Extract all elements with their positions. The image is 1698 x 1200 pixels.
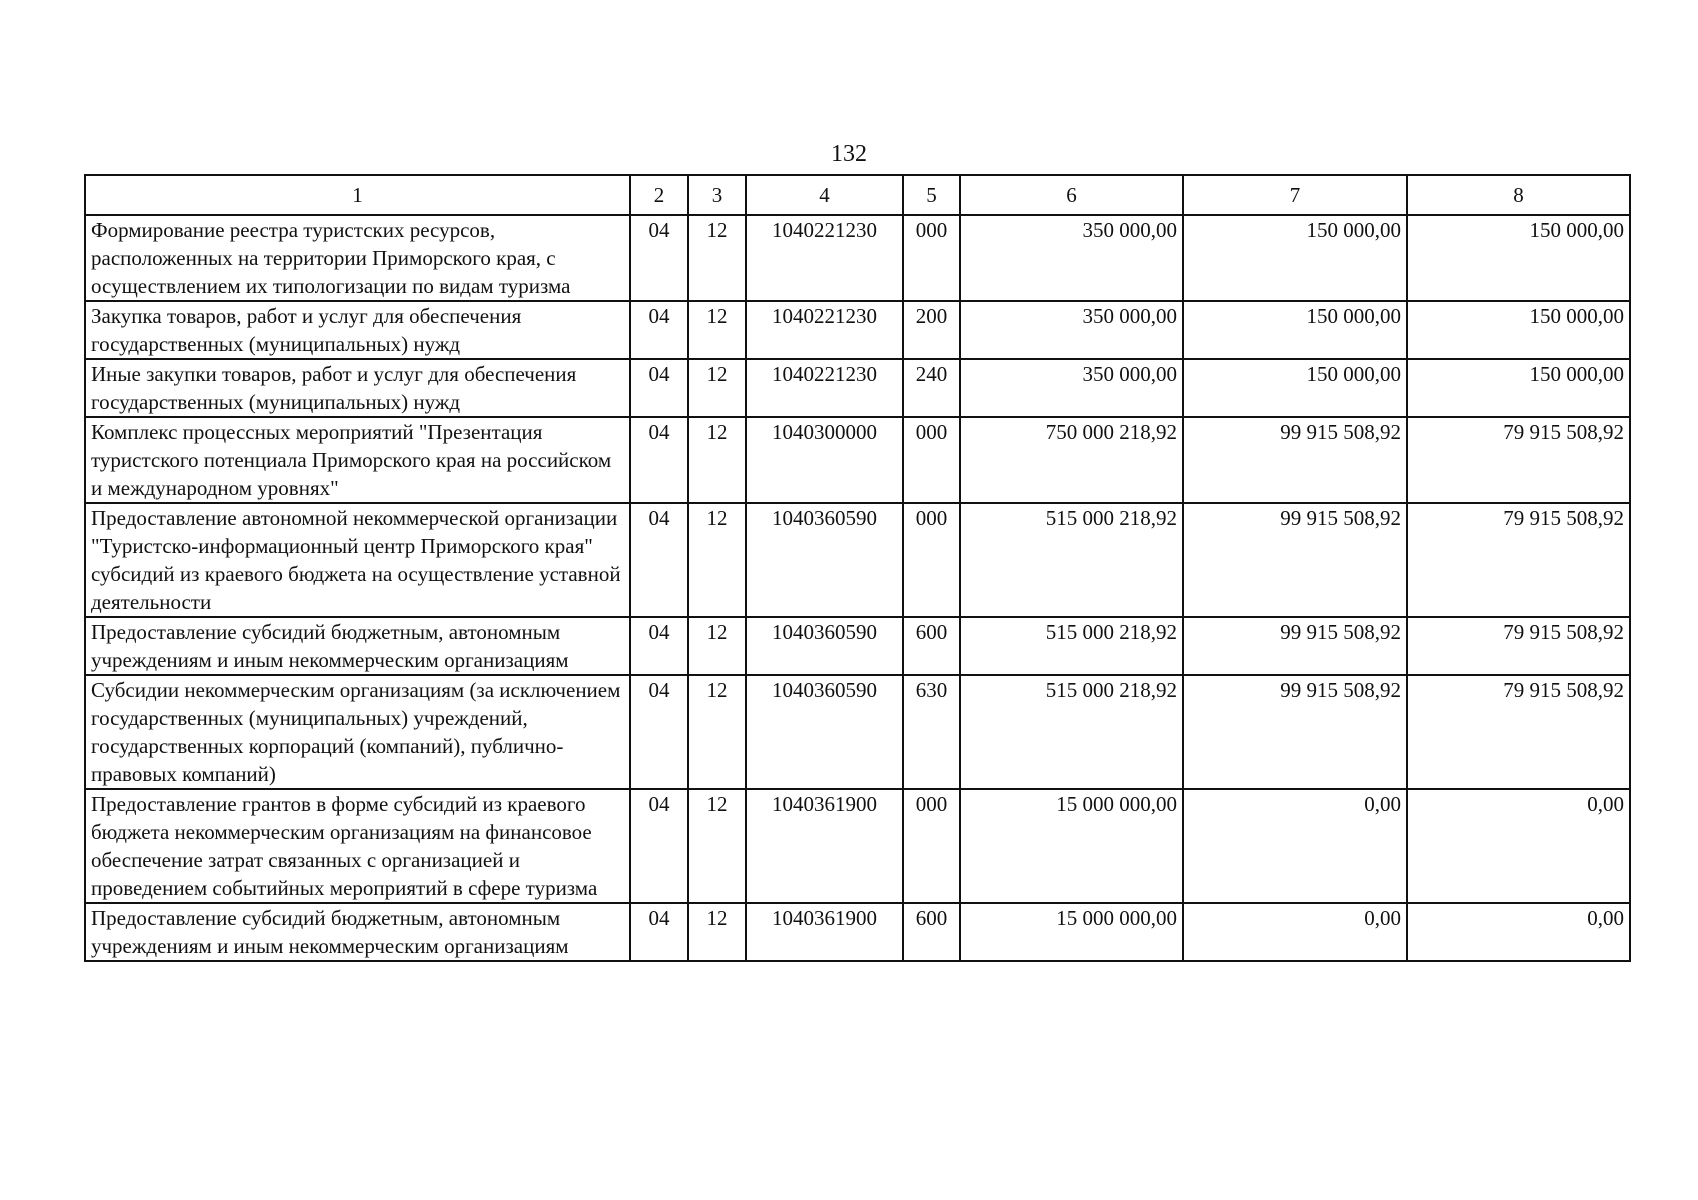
target-article-code: 1040361900 xyxy=(746,789,903,903)
amount-col-7: 99 915 508,92 xyxy=(1183,503,1407,617)
subsection-code: 12 xyxy=(688,675,746,789)
amount-col-8: 150 000,00 xyxy=(1407,301,1630,359)
subsection-code: 12 xyxy=(688,789,746,903)
section-code: 04 xyxy=(630,301,688,359)
column-header-1: 1 xyxy=(85,175,630,215)
amount-col-7: 0,00 xyxy=(1183,789,1407,903)
amount-col-7: 99 915 508,92 xyxy=(1183,417,1407,503)
expense-kind-code: 000 xyxy=(903,789,960,903)
table-row xyxy=(85,301,1630,359)
target-article-code: 1040360590 xyxy=(746,503,903,617)
column-header-3: 3 xyxy=(688,175,746,215)
subsection-code: 12 xyxy=(688,417,746,503)
table-row xyxy=(85,617,1630,675)
amount-col-8: 79 915 508,92 xyxy=(1407,417,1630,503)
amount-col-6: 515 000 218,92 xyxy=(960,617,1183,675)
row-name: Закупка товаров, работ и услуг для обеспечения государственных (муниципальных) нужд xyxy=(85,301,630,359)
amount-col-6: 15 000 000,00 xyxy=(960,789,1183,903)
amount-col-8: 79 915 508,92 xyxy=(1407,617,1630,675)
subsection-code: 12 xyxy=(688,359,746,417)
amount-col-7: 150 000,00 xyxy=(1183,301,1407,359)
target-article-code: 1040360590 xyxy=(746,675,903,789)
amount-col-8: 79 915 508,92 xyxy=(1407,675,1630,789)
expense-kind-code: 000 xyxy=(903,417,960,503)
column-header-7: 7 xyxy=(1183,175,1407,215)
expense-kind-code: 600 xyxy=(903,903,960,961)
amount-col-7: 99 915 508,92 xyxy=(1183,617,1407,675)
table-row xyxy=(85,789,1630,903)
section-code: 04 xyxy=(630,417,688,503)
target-article-code: 1040361900 xyxy=(746,903,903,961)
row-name: Комплекс процессных мероприятий "Презентация туристского потенциала Приморского края на российском и международном уровнях" xyxy=(85,417,630,503)
target-article-code: 1040221230 xyxy=(746,215,903,301)
header-row xyxy=(85,175,1630,215)
target-article-code: 1040300000 xyxy=(746,417,903,503)
amount-col-8: 0,00 xyxy=(1407,789,1630,903)
row-name: Предоставление грантов в форме субсидий из краевого бюджета некоммерческим организациям на финансовое обеспечение затрат связанных с организацией и проведением событийных мероприятий в сфере туризма xyxy=(85,789,630,903)
row-name: Предоставление автономной некоммерческой организации "Туристско-информационный центр Приморского края" субсидий из краевого бюджета на осуществление уставной деятельности xyxy=(85,503,630,617)
amount-col-6: 350 000,00 xyxy=(960,301,1183,359)
column-header-5: 5 xyxy=(903,175,960,215)
budget-table xyxy=(84,174,1631,962)
row-name: Предоставление субсидий бюджетным, автономным учреждениям и иным некоммерческим организациям xyxy=(85,903,630,961)
amount-col-8: 0,00 xyxy=(1407,903,1630,961)
subsection-code: 12 xyxy=(688,903,746,961)
amount-col-6: 350 000,00 xyxy=(960,215,1183,301)
table-row xyxy=(85,503,1630,617)
target-article-code: 1040221230 xyxy=(746,301,903,359)
amount-col-7: 99 915 508,92 xyxy=(1183,675,1407,789)
amount-col-7: 0,00 xyxy=(1183,903,1407,961)
table-row xyxy=(85,359,1630,417)
section-code: 04 xyxy=(630,617,688,675)
expense-kind-code: 200 xyxy=(903,301,960,359)
expense-kind-code: 000 xyxy=(903,503,960,617)
amount-col-8: 150 000,00 xyxy=(1407,359,1630,417)
table-row xyxy=(85,675,1630,789)
expense-kind-code: 240 xyxy=(903,359,960,417)
section-code: 04 xyxy=(630,359,688,417)
amount-col-6: 515 000 218,92 xyxy=(960,503,1183,617)
table-row xyxy=(85,417,1630,503)
amount-col-6: 750 000 218,92 xyxy=(960,417,1183,503)
column-header-4: 4 xyxy=(746,175,903,215)
amount-col-7: 150 000,00 xyxy=(1183,215,1407,301)
column-header-8: 8 xyxy=(1407,175,1630,215)
amount-col-6: 515 000 218,92 xyxy=(960,675,1183,789)
page-number: 132 xyxy=(831,141,867,167)
subsection-code: 12 xyxy=(688,301,746,359)
amount-col-6: 15 000 000,00 xyxy=(960,903,1183,961)
expense-kind-code: 600 xyxy=(903,617,960,675)
amount-col-7: 150 000,00 xyxy=(1183,359,1407,417)
section-code: 04 xyxy=(630,503,688,617)
row-name: Иные закупки товаров, работ и услуг для обеспечения государственных (муниципальных) нужд xyxy=(85,359,630,417)
table-row xyxy=(85,903,1630,961)
expense-kind-code: 000 xyxy=(903,215,960,301)
section-code: 04 xyxy=(630,789,688,903)
row-name: Формирование реестра туристских ресурсов, расположенных на территории Приморского края, с осуществлением их типологизации по видам туризма xyxy=(85,215,630,301)
section-code: 04 xyxy=(630,675,688,789)
column-header-2: 2 xyxy=(630,175,688,215)
amount-col-8: 150 000,00 xyxy=(1407,215,1630,301)
subsection-code: 12 xyxy=(688,503,746,617)
amount-col-6: 350 000,00 xyxy=(960,359,1183,417)
amount-col-8: 79 915 508,92 xyxy=(1407,503,1630,617)
expense-kind-code: 630 xyxy=(903,675,960,789)
row-name: Предоставление субсидий бюджетным, автономным учреждениям и иным некоммерческим организациям xyxy=(85,617,630,675)
row-name: Субсидии некоммерческим организациям (за исключением государственных (муниципальных) учреждений, государственных корпораций (компаний), публично-правовых компаний) xyxy=(85,675,630,789)
section-code: 04 xyxy=(630,903,688,961)
section-code: 04 xyxy=(630,215,688,301)
target-article-code: 1040360590 xyxy=(746,617,903,675)
target-article-code: 1040221230 xyxy=(746,359,903,417)
subsection-code: 12 xyxy=(688,617,746,675)
column-header-6: 6 xyxy=(960,175,1183,215)
subsection-code: 12 xyxy=(688,215,746,301)
table-row xyxy=(85,215,1630,301)
